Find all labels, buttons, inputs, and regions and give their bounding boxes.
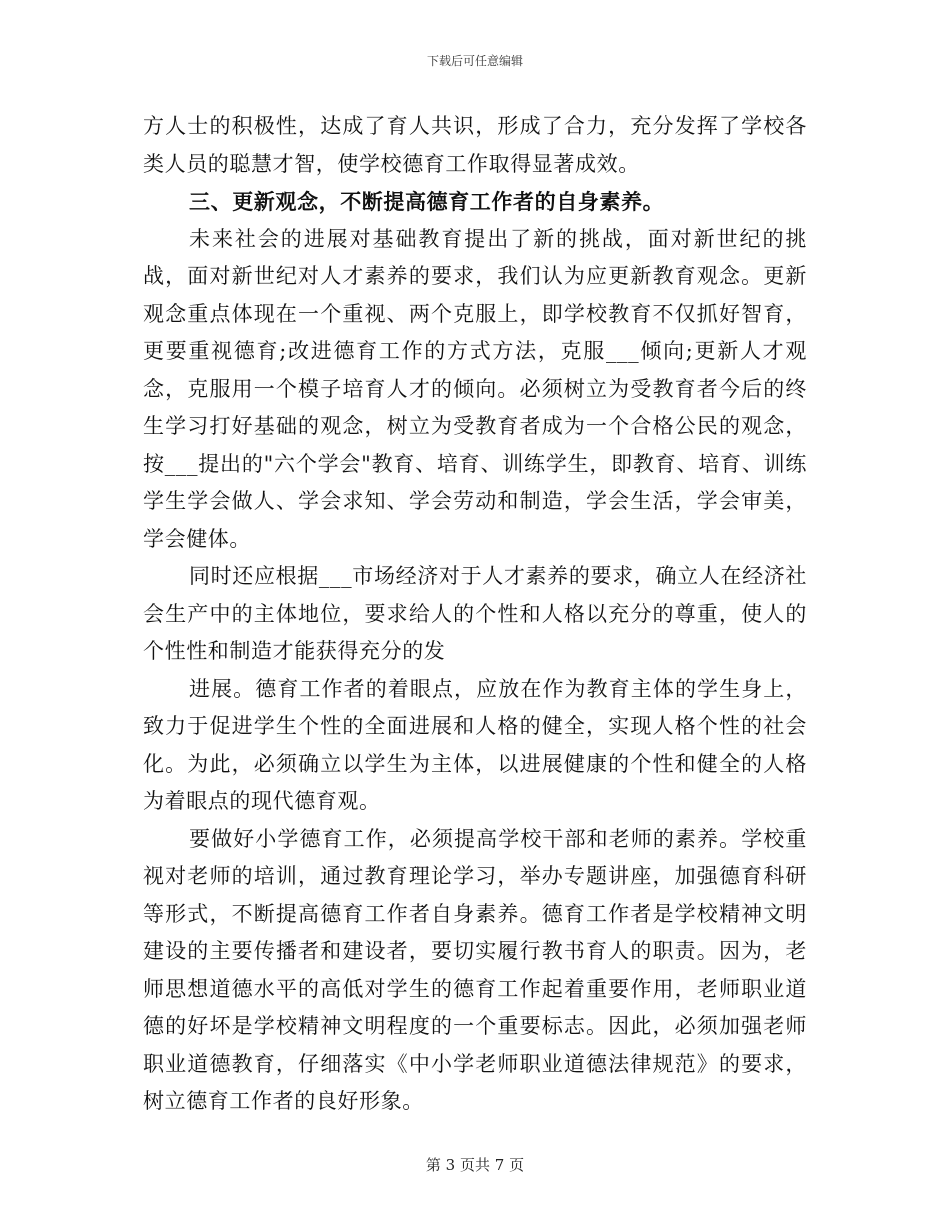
- section-heading: 三、更新观念，不断提高德育工作者的自身素养。: [189, 189, 665, 214]
- paragraph-continuation: 方人士的积极性，达成了育人共识，形成了合力，充分发挥了学校各类人员的聪慧才智，使学校德育工作取得显著成效。: [143, 114, 807, 176]
- document-body: [143, 108, 807, 1121]
- paragraph-development: 进展。德育工作者的着眼点，应放在作为教育主体的学生身上，致力于促进学生个性的全面进展和人格的健全，实现人格个性的社会化。为此，必须确立以学生为主体，以进展健康的个性和健全的人格为着眼点的现代德育观。: [143, 676, 807, 813]
- page-footer: 第 3 页共 7 页: [425, 1156, 525, 1174]
- page-header: 下载后可任意编辑: [426, 54, 523, 68]
- paragraph-teacher-quality: 要做好小学德育工作，必须提高学校干部和老师的素养。学校重视对老师的培训，通过教育理论学习，举办专题讲座，加强德育科研等形式，不断提高德育工作者自身素养。德育工作者是学校精神文明建设的主要传播者和建设者，要切实履行教书育人的职责。因为，老师思想道德水平的高低对学生的德育工作起着重要作用，老师职业道德的好坏是学校精神文明程度的一个重要标志。因此，必须加强老师职业道德教育，仔细落实《中小学老师职业道德法律规范》的要求，树立德育工作者的良好形象。: [143, 826, 807, 1113]
- paragraph-update-concepts: 未来社会的进展对基础教育提出了新的挑战，面对新世纪的挑战，面对新世纪对人才素养的要求，我们认为应更新教育观念。更新观念重点体现在一个重视、两个克服上，即学校教育不仅抓好智育，更要重视德育;改进德育工作的方式方法，克服___倾向;更新人才观念，克服用一个模子培育人才的倾向。必须树立为受教育者今后的终生学习打好基础的观念，树立为受教育者成为一个合格公民的观念，按___提出的"六个学会"教育、培育、训练学生，即教育、培育、训练学生学会做人、学会求知、学会劳动和制造，学会生活，学会审美，学会健体。: [143, 226, 807, 551]
- paragraph-market-economy: 同时还应根据___市场经济对于人才素养的要求，确立人在经济社会生产中的主体地位，要求给人的个性和人格以充分的尊重，使人的个性性和制造才能获得充分的发: [143, 564, 807, 663]
